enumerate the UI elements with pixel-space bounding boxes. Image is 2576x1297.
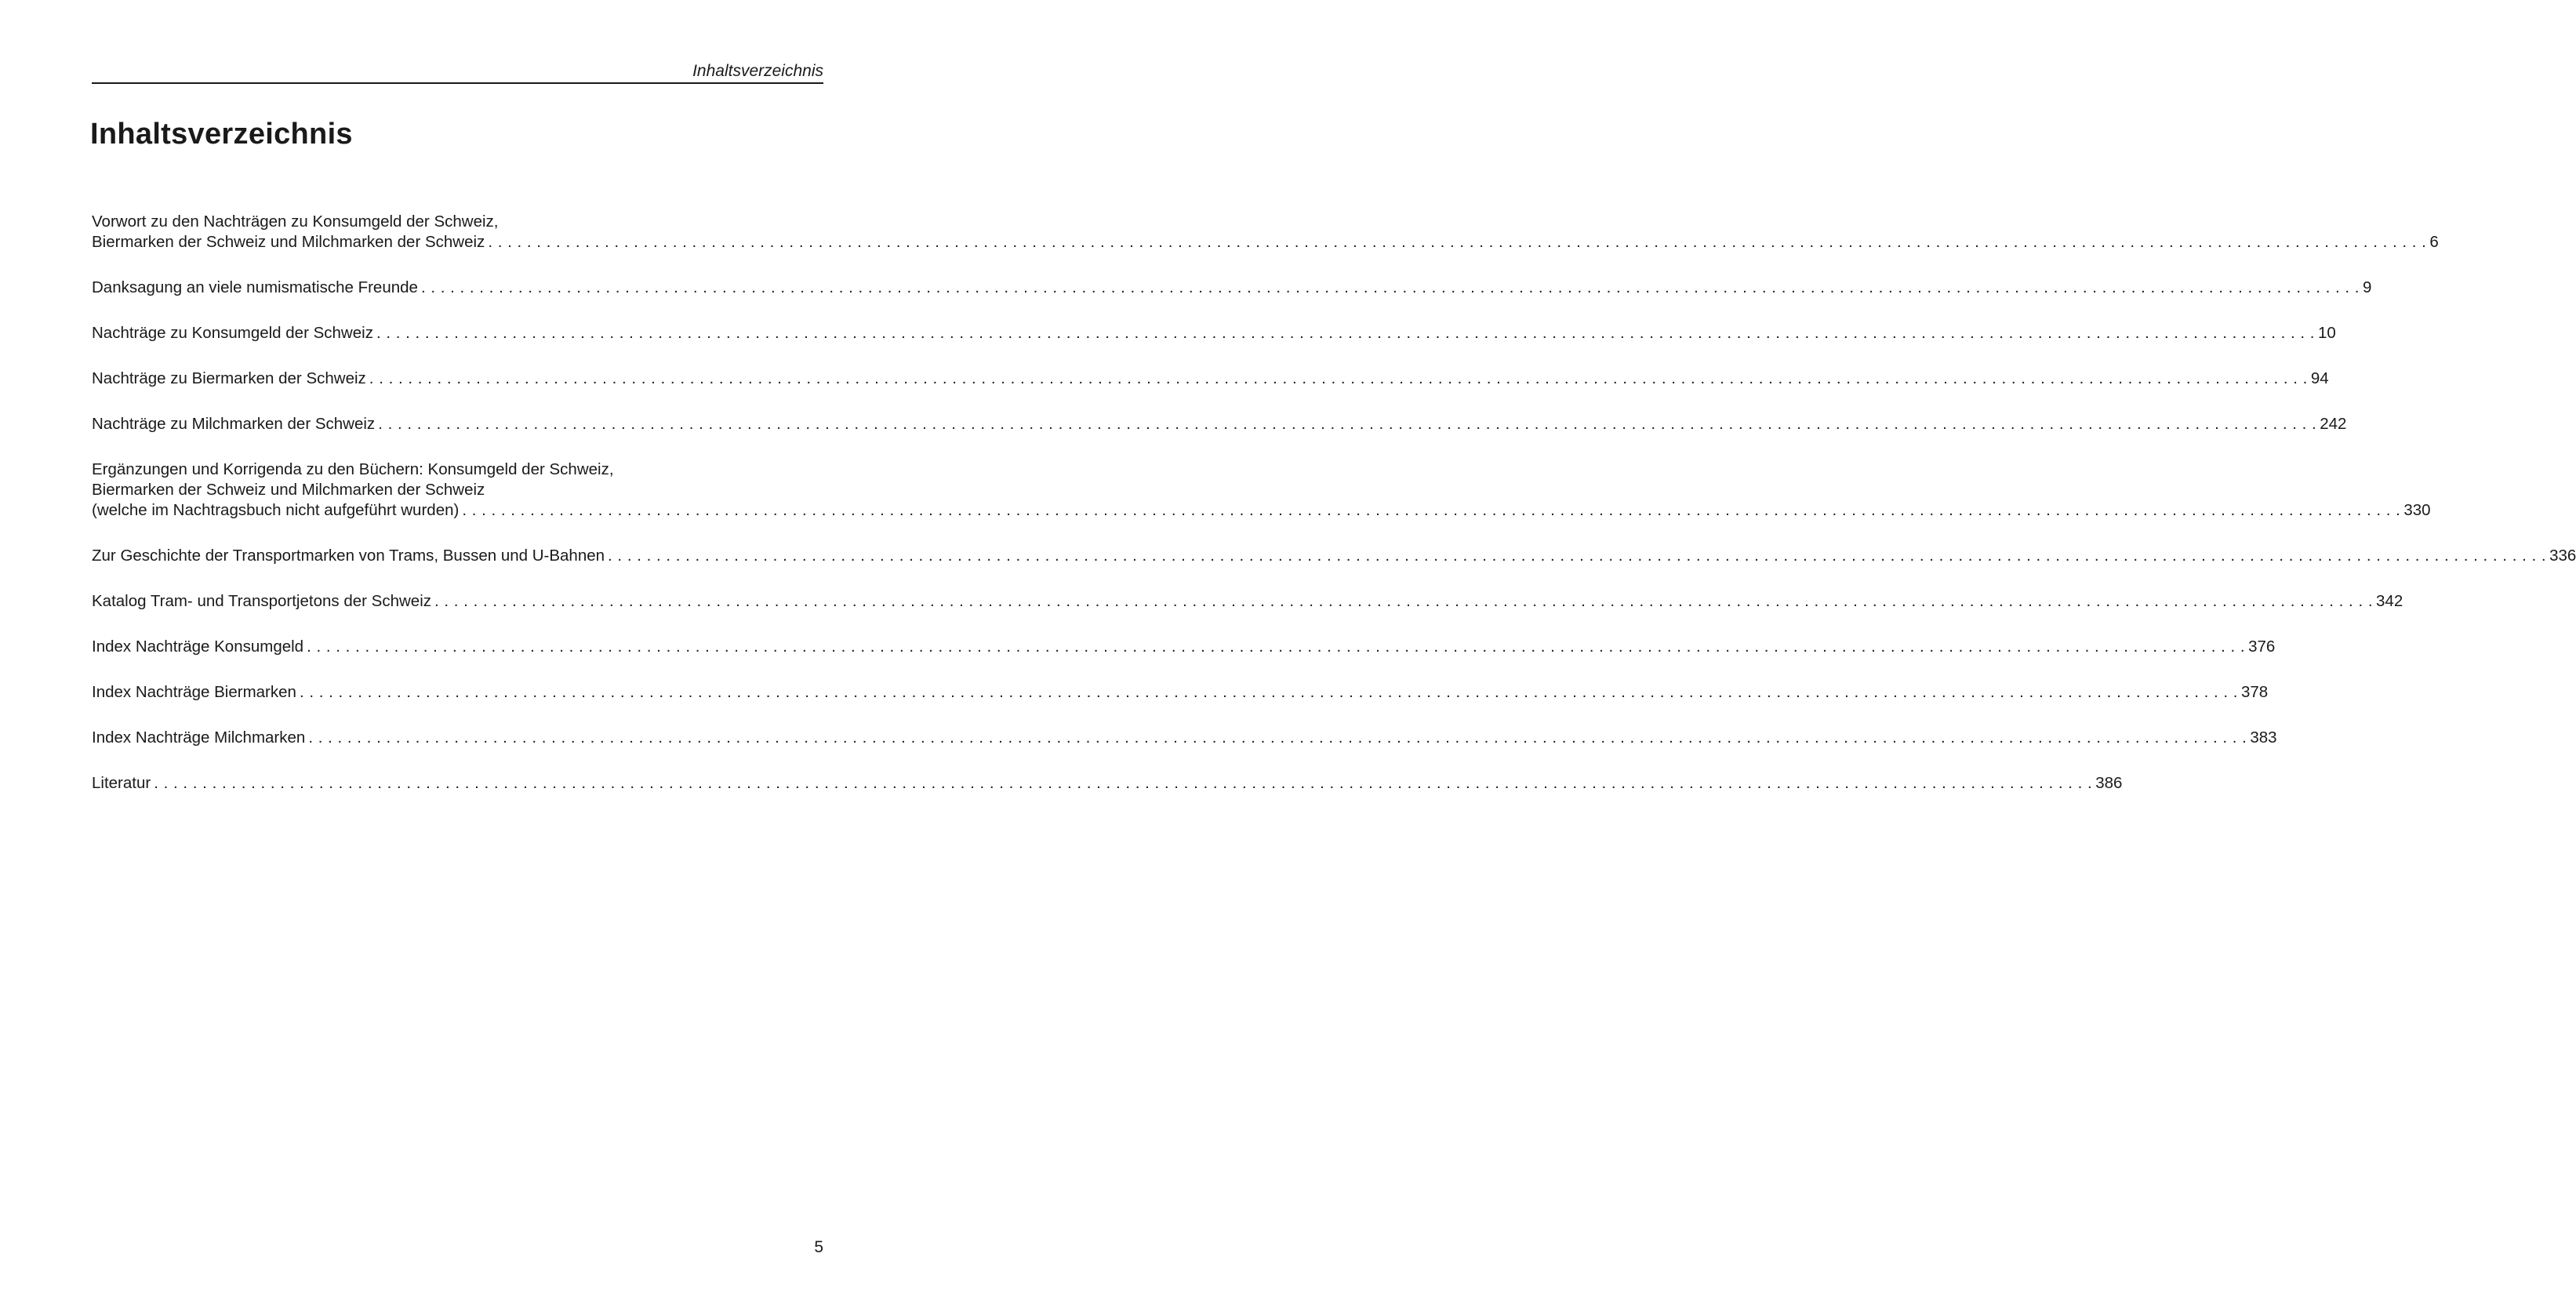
dot-leader: . . . . . . . . . . . . . . . . . . . . . . . . . . . . . . . . . . . . . . . . . . . . . . . . . . . . . . . . . . . . . . . . . . . . . . . . . . . . . . . . . . . . . . . . . . . . . . . . . . . . . . . . . . . . . . . . . . . . . . . . . . . . . . . . . . . . . . . . . . . . . . . . . . . . . . . . . . . . . . . . . . . . . . . . . . . . . . . . . . . . . . . . . . . . . . . . . . . . . . . .	[420, 278, 2360, 296]
toc-entry-text: Ergänzungen und Korrigenda zu den Büchern: Konsumgeld der Schweiz,	[92, 460, 614, 478]
toc-entry[interactable]	[92, 546, 2576, 566]
toc-page-number: 94	[2310, 369, 2329, 387]
toc-page-number: 342	[2376, 592, 2403, 610]
dot-leader: . . . . . . . . . . . . . . . . . . . . . . . . . . . . . . . . . . . . . . . . . . . . . . . . . . . . . . . . . . . . . . . . . . . . . . . . . . . . . . . . . . . . . . . . . . . . . . . . . . . . . . . . . . . . . . . . . . . . . . . . . . . . . . . . . . . . . . . . . . . . . . . . . . . . . . . . . . . . . . . . . . . . . . . . . . . . . . . . . . . . . . . . . . . . . . . . . . . . . . . .	[154, 774, 2093, 792]
dot-leader: . . . . . . . . . . . . . . . . . . . . . . . . . . . . . . . . . . . . . . . . . . . . . . . . . . . . . . . . . . . . . . . . . . . . . . . . . . . . . . . . . . . . . . . . . . . . . . . . . . . . . . . . . . . . . . . . . . . . . . . . . . . . . . . . . . . . . . . . . . . . . . . . . . . . . . . . . . . . . . . . . . . . . . . . . . . . . . . . . . . . . . . . . . . . . . . . . . . . . . . .	[308, 728, 2247, 747]
dot-leader: . . . . . . . . . . . . . . . . . . . . . . . . . . . . . . . . . . . . . . . . . . . . . . . . . . . . . . . . . . . . . . . . . . . . . . . . . . . . . . . . . . . . . . . . . . . . . . . . . . . . . . . . . . . . . . . . . . . . . . . . . . . . . . . . . . . . . . . . . . . . . . . . . . . . . . . . . . . . . . . . . . . . . . . . . . . . . . . . . . . . . . . . . . . . . . . . . . . . . . . .	[299, 683, 2238, 701]
dot-leader: . . . . . . . . . . . . . . . . . . . . . . . . . . . . . . . . . . . . . . . . . . . . . . . . . . . . . . . . . . . . . . . . . . . . . . . . . . . . . . . . . . . . . . . . . . . . . . . . . . . . . . . . . . . . . . . . . . . . . . . . . . . . . . . . . . . . . . . . . . . . . . . . . . . . . . . . . . . . . . . . . . . . . . . . . . . . . . . . . . . . . . . . . . . . . . . . . . . . . . . .	[376, 324, 2315, 342]
toc-entry-text: Index Nachträge Milchmarken	[92, 728, 306, 747]
toc-entry-text: Index Nachträge Konsumgeld	[92, 638, 304, 656]
toc-entry-text: Biermarken der Schweiz und Milchmarken der Schweiz	[92, 233, 485, 251]
toc-entry-text: Nachträge zu Biermarken der Schweiz	[92, 369, 366, 387]
dot-leader: . . . . . . . . . . . . . . . . . . . . . . . . . . . . . . . . . . . . . . . . . . . . . . . . . . . . . . . . . . . . . . . . . . . . . . . . . . . . . . . . . . . . . . . . . . . . . . . . . . . . . . . . . . . . . . . . . . . . . . . . . . . . . . . . . . . . . . . . . . . . . . . . . . . . . . . . . . . . . . . . . . . . . . . . . . . . . . . . . . . . . . . . . . . . . . . . . . . . . . . .	[378, 415, 2317, 433]
dot-leader: . . . . . . . . . . . . . . . . . . . . . . . . . . . . . . . . . . . . . . . . . . . . . . . . . . . . . . . . . . . . . . . . . . . . . . . . . . . . . . . . . . . . . . . . . . . . . . . . . . . . . . . . . . . . . . . . . . . . . . . . . . . . . . . . . . . . . . . . . . . . . . . . . . . . . . . . . . . . . . . . . . . . . . . . . . . . . . . . . . . . . . . . . . . . . . . . . . . . . . . .	[608, 547, 2547, 565]
dot-leader: . . . . . . . . . . . . . . . . . . . . . . . . . . . . . . . . . . . . . . . . . . . . . . . . . . . . . . . . . . . . . . . . . . . . . . . . . . . . . . . . . . . . . . . . . . . . . . . . . . . . . . . . . . . . . . . . . . . . . . . . . . . . . . . . . . . . . . . . . . . . . . . . . . . . . . . . . . . . . . . . . . . . . . . . . . . . . . . . . . . . . . . . . . . . . . . . . . . . . . . .	[369, 369, 2308, 387]
toc-page-number: 383	[2250, 728, 2277, 747]
toc-entry-text: Biermarken der Schweiz und Milchmarken der Schweiz	[92, 481, 485, 499]
toc-entry[interactable]	[92, 369, 2329, 389]
toc-page-number: 6	[2429, 233, 2439, 251]
toc-entry-text: Danksagung an viele numismatische Freunde	[92, 278, 418, 296]
dot-leader: . . . . . . . . . . . . . . . . . . . . . . . . . . . . . . . . . . . . . . . . . . . . . . . . . . . . . . . . . . . . . . . . . . . . . . . . . . . . . . . . . . . . . . . . . . . . . . . . . . . . . . . . . . . . . . . . . . . . . . . . . . . . . . . . . . . . . . . . . . . . . . . . . . . . . . . . . . . . . . . . . . . . . . . . . . . . . . . . . . . . . . . . . . . . . . . . . . . . . . . .	[488, 233, 2427, 251]
toc-entry-text: Literatur	[92, 774, 151, 792]
toc-entry[interactable]	[92, 728, 2277, 748]
toc-entry-text: Zur Geschichte der Transportmarken von Trams, Bussen und U-Bahnen	[92, 547, 605, 565]
toc-page-number: 378	[2240, 683, 2269, 701]
toc-page-number: 10	[2317, 324, 2336, 342]
toc-entry[interactable]	[92, 637, 2276, 657]
toc-entry[interactable]	[92, 460, 2431, 521]
toc-page-number: 386	[2095, 774, 2123, 792]
page-title: Inhaltsverzeichnis	[90, 118, 353, 151]
table-of-contents	[92, 212, 2576, 819]
toc-page-number: 242	[2320, 415, 2347, 433]
toc-page-number: 9	[2362, 278, 2372, 296]
toc-entry[interactable]	[92, 212, 2439, 252]
toc-entry[interactable]	[92, 278, 2372, 298]
header-rule	[92, 82, 823, 84]
running-header: Inhaltsverzeichnis	[692, 62, 823, 80]
toc-entry-text: Index Nachträge Biermarken	[92, 683, 296, 701]
toc-page-number: 330	[2403, 501, 2431, 519]
dot-leader: . . . . . . . . . . . . . . . . . . . . . . . . . . . . . . . . . . . . . . . . . . . . . . . . . . . . . . . . . . . . . . . . . . . . . . . . . . . . . . . . . . . . . . . . . . . . . . . . . . . . . . . . . . . . . . . . . . . . . . . . . . . . . . . . . . . . . . . . . . . . . . . . . . . . . . . . . . . . . . . . . . . . . . . . . . . . . . . . . . . . . . . . . . . . . . . . . . . . . . . .	[434, 592, 2374, 610]
toc-entry-text: Vorwort zu den Nachträgen zu Konsumgeld der Schweiz,	[92, 213, 499, 231]
toc-entry-text: Nachträge zu Milchmarken der Schweiz	[92, 415, 376, 433]
dot-leader: . . . . . . . . . . . . . . . . . . . . . . . . . . . . . . . . . . . . . . . . . . . . . . . . . . . . . . . . . . . . . . . . . . . . . . . . . . . . . . . . . . . . . . . . . . . . . . . . . . . . . . . . . . . . . . . . . . . . . . . . . . . . . . . . . . . . . . . . . . . . . . . . . . . . . . . . . . . . . . . . . . . . . . . . . . . . . . . . . . . . . . . . . . . . . . . . . . . . . . . .	[462, 501, 2401, 519]
toc-entry-text: Nachträge zu Konsumgeld der Schweiz	[92, 324, 373, 342]
toc-page-number: 336	[2549, 547, 2576, 565]
toc-entry-text: (welche im Nachtragsbuch nicht aufgeführt wurden)	[92, 501, 460, 519]
dot-leader: . . . . . . . . . . . . . . . . . . . . . . . . . . . . . . . . . . . . . . . . . . . . . . . . . . . . . . . . . . . . . . . . . . . . . . . . . . . . . . . . . . . . . . . . . . . . . . . . . . . . . . . . . . . . . . . . . . . . . . . . . . . . . . . . . . . . . . . . . . . . . . . . . . . . . . . . . . . . . . . . . . . . . . . . . . . . . . . . . . . . . . . . . . . . . . . . . . . . . . . .	[307, 638, 2246, 656]
toc-entry[interactable]	[92, 591, 2403, 612]
toc-page-number: 376	[2248, 638, 2276, 656]
toc-entry[interactable]	[92, 323, 2336, 343]
toc-entry[interactable]	[92, 773, 2123, 794]
toc-entry[interactable]	[92, 414, 2347, 434]
page-number: 5	[814, 1238, 823, 1256]
toc-entry[interactable]	[92, 682, 2269, 703]
toc-entry-text: Katalog Tram- und Transportjetons der Schweiz	[92, 592, 431, 610]
